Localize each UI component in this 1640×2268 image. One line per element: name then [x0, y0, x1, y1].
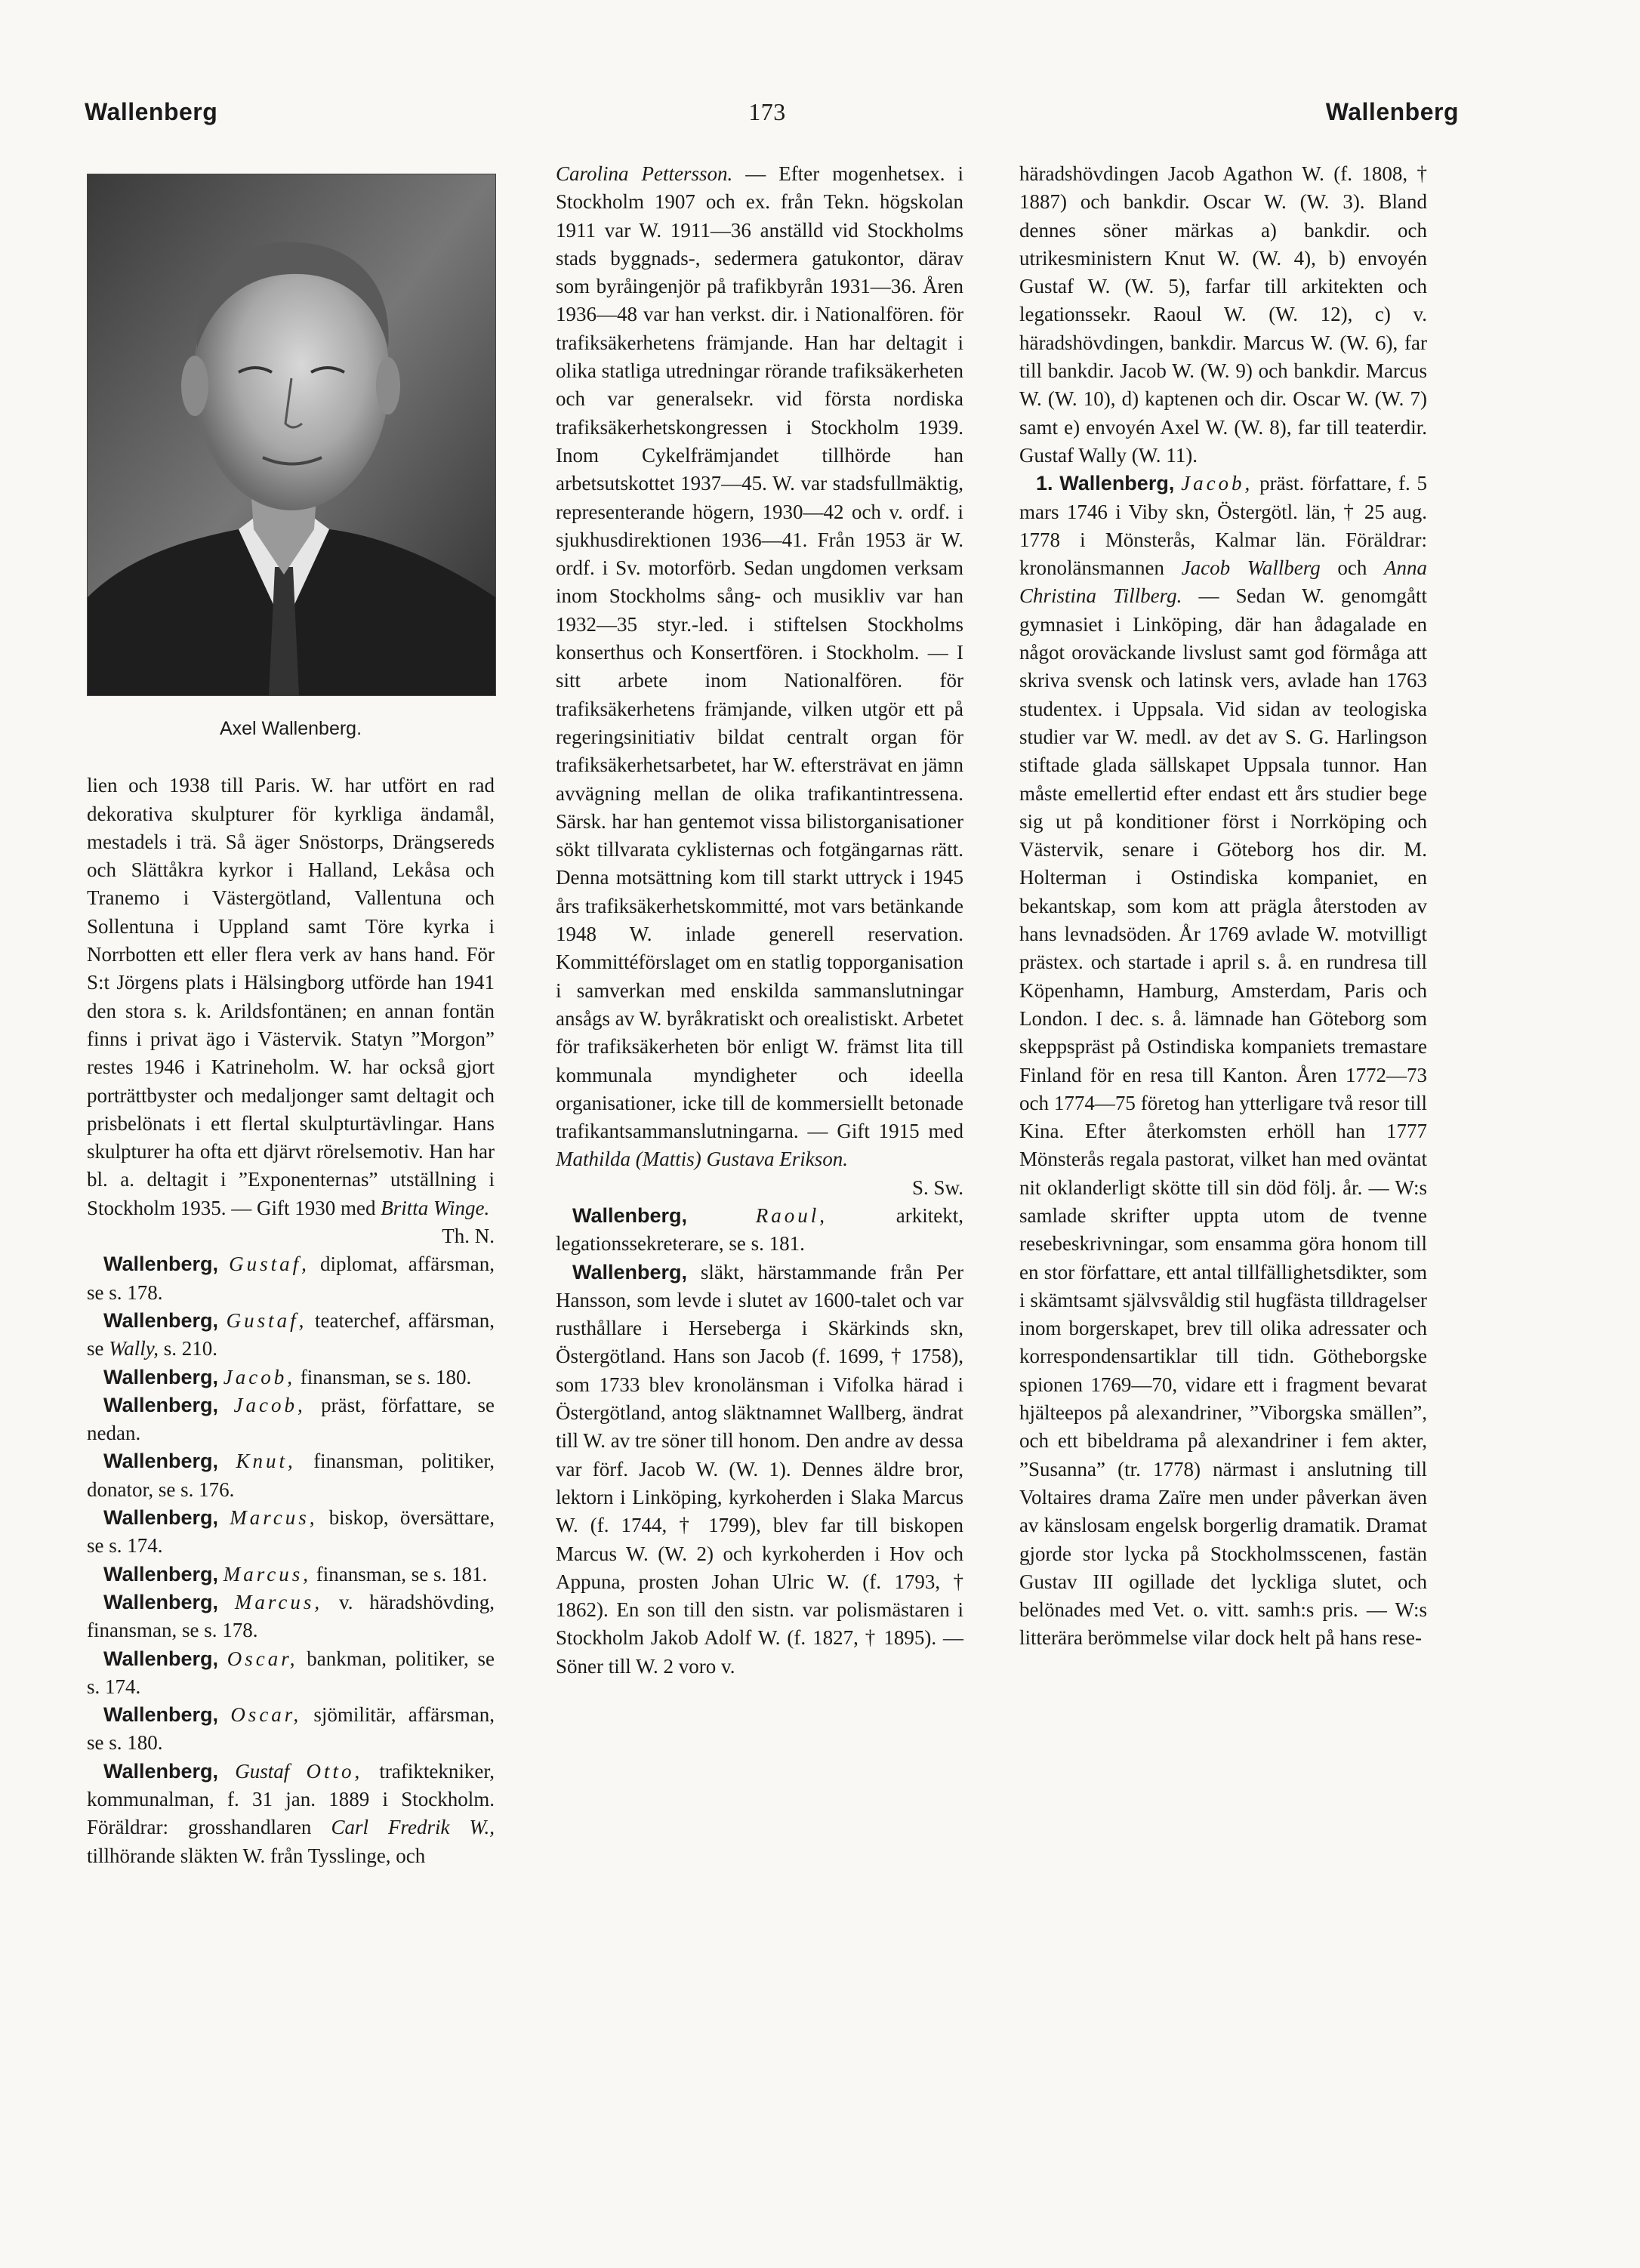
entry-marcus-biskop: Wallenberg, Marcus, biskop, översättare, se s. 174.	[87, 1506, 495, 1558]
running-head-left: Wallenberg	[85, 98, 218, 125]
entry-gustaf-otto: Wallenberg, Gustaf Otto, trafiktekniker, kommunalman, f. 31 jan. 1889 i Stockholm. Föräldrar: grosshandlaren Carl Fredrik W., tillhörande släkten W. från Tysslinge, och	[87, 1759, 495, 1867]
entry-jacob-1: 1. Wallenberg, Jacob, präst. författare, f. 5 mars 1746 i Viby skn, Östergötl. län, † 25 aug. 1778 i Mönsterås, Kalmar län. Föräldrar: kronolänsmannen Jacob Wallberg och Anna Christina Tillberg. — Sedan W. genomgått gymnasiet i Linköping, där han ådagalade en något oroväckande livslust samt god förmåga att skriva svensk och latinsk vers, avlade han 1763 studentex. i Uppsala. Vid sidan av teologiska studier var W. medl. av det av S. G. Harlingson stiftade glada sällskapet Uppsala tunnor. Han måste emellertid efter endast ett års studier bege sig ut på konditioner först i Norrköping och Västervik, senare i Göteborg hos dir. M. Holterman i Ostindiska kompaniet, en bekantskap, som kom att prägla återstoden av hans levnadsöden. År 1769 avlade W. motvilligt prästex. och startade i april s. å. en rundresa till Köpenhamn, Hamburg, Amsterdam, Paris och London. I dec. s. å. lämnade han Göteborg som skeppspräst på Ostindiska kompaniets tremastare Finland för en resa till Kanton. Åren 1772—73 och 1774—75 företog han ytterligare två resor till Kina. Efter återkomsten erhöll han 1777 Mönsterås regala pastorat, vilket han med oväntat nit oklanderligt skötte till sin död följ. år. — W:s samlade skrifter uppta utom de tvenne resebeskrivningar, som ensamma göra honom till en stor författare, ett antal tillfällighetsdikter, som i skämtsamt självsvåldig stil hugfästa tilldragelser inom borgerskapet, brev till olika adressater och korrespondensartiklar till tidn. Götheborgske spionen 1769—70, vidare ett i fragment bevarat hjälteepos på alexandriner, ”Viborgska smällen”, och ett bibeldrama på alexandriner i fem akter, ”Susanna” (tr. 1778) närmast i anslutning till Voltaires drama Zaïre men under påverkan även av känslosam engelsk borgerlig dramatik. Dramat gjorde stor lycka på Stockholmsscenen, fastän Gustav III ogillade det lyckliga slutet, och belönades med Vet. o. vitt. samh:s pris. — W:s litterära berömmelse vilar dock helt på hans rese-	[1019, 472, 1428, 1650]
entry-slakt: Wallenberg, släkt, härstammande från Per Hansson, som levde i slutet av 1600-talet och var rusthållare i Herseberga i Skärkinds skn, Östergötland. Hans son Jacob (f. 1699, † 1758), som 1733 blev kronolänsman i Vifolka härad i Östergötland, antog släktnamnet Wallberg, ändrat till W. av tre söner till honom. Den andre av dessa var förf. Jacob W. (W. 1). Dennes äldre bror, lektorn i Linköping, kyrkoherden i Slaka Marcus W. (f. 1744, † 1799), blev far till biskopen Marcus W. (W. 2) och kyrkoherden i Hov och Appuna, prosten Johan Ulric W. (f. 1793, † 1862). En son till den sistn. var polismästaren i Stockholm Jakob Adolf W. (f. 1827, † 1895). — Söner till W. 2 voro v.	[556, 1260, 963, 1678]
entry-marcus-finansman: Wallenberg, Marcus, finansman, se s. 181.	[103, 1562, 488, 1585]
author-signature: Th. N.	[442, 1225, 495, 1248]
page-number: 173	[748, 98, 786, 125]
running-head-right: Wallenberg	[1325, 98, 1459, 125]
column-2	[556, 160, 963, 1681]
column-3	[1019, 160, 1427, 1653]
entry-oscar-bankman: Wallenberg, Oscar, bankman, politiker, se s. 174.	[87, 1647, 495, 1698]
entry-jacob-finansman: Wallenberg, Jacob, finansman, se s. 180.	[103, 1365, 472, 1388]
article-paragraph: lien och 1938 till Paris. W. har utfört en rad dekorativa skulpturer för kyrkliga ändamål, mestadels i trä. Så äger Snöstorps, Drängsereds och Slättåkra kyrkor i Halland, Lekåsa och Tranemo i Västergötland, Vallentuna och Sollentuna i Uppland samt Töre kyrka i Norrbotten ett eller flera verk av hans hand. För S:t Jörgens plats i Hälsingborg utförde han 1941 den stora s. k. Arildsfontänen; en annan fontän finns i privat ägo i Västervik. Statyn ”Morgon” restes 1946 i Katrineholm. W. har också gjort porträttbyster och medaljonger samt deltagit och prisbelönats i ett flertal skulpturtävlingar. Hans skulpturer ha ofta ett djärvt rörelsemotiv. Han har bl. a. deltagit i ”Exponenternas” utställning i Stockholm 1935. — Gift 1930 med Britta Winge.	[87, 774, 495, 1219]
author-signature: S. Sw.	[911, 1176, 963, 1199]
column-1	[87, 174, 495, 1870]
entry-gustaf-diplomat: Wallenberg, Gustaf, diplomat, affärsman, se s. 178.	[87, 1253, 495, 1304]
entry-jacob-prast: Wallenberg, Jacob, präst, författare, se nedan.	[87, 1393, 495, 1445]
entry-raoul: Wallenberg, Raoul, arkitekt, legationssekreterare, se s. 181.	[556, 1203, 963, 1256]
article-paragraph: häradshövdingen Jacob Agathon W. (f. 1808, † 1887) och bankdir. Oscar W. (W. 3). Bland dennes söner märkas a) bankdir. och utrikesministern Knut W. (W. 4), b) envoyén Gustaf W. (W. 5), farfar till arkitekten och legationssekr. Raoul W. (W. 12), c) v. häradshövdingen, bankdir. Marcus W. (W. 6), far till bankdir. Jacob W. (W. 9) och bankdir. Marcus W. (W. 10), d) kaptenen och dir. Oscar W. (W. 7) samt e) envoyén Axel W. (W. 8), far till teaterdir. Gustaf Wally (W. 11).	[1019, 162, 1427, 467]
article-paragraph: Carolina Pettersson. — Efter mogenhetsex. i Stockholm 1907 och ex. från Tekn. högskolan 1911 var W. 1911—36 anställd vid Stockholms stads byggnads-, sedermera gatukontor, därav som byråingenjör på trafikbyrån 1931—36. Åren 1936—48 var han verkst. dir. i Nationalfören. för trafiksäkerhetens främjande. Han har deltagit i olika statliga utredningar rörande trafiksäkerheten och var generalsekr. vid första nordiska trafiksäkerhetskongressen i Stockholm 1939. Inom Cykelfrämjandet tillhörde han arbetsutskottet 1937—45. W. var stadsfullmäktig, representerande högern, 1930—42 och v. ordf. i sjukhusdirektionen 1936—41. Från 1953 är W. ordf. i Sv. motorförb. Sedan ungdomen verksam inom Stockholms sång- och musikliv var han 1932—35 styr.-led. i stiftelsen Stockholms konserthus och Konsertfören. i Stockholm. — I sitt arbete inom Nationalfören. för trafiksäkerhetens främjande, vilken utgör ett på regeringsinitiativ bildat centralt organ för trafiksäkerhetsarbetet, har W. eftersträvat en jämn avvägning mellan de olika trafikantintressena. Särsk. har han gentemot vissa bilistorganisationer sökt tillvarata cyklisternas och fotgängarnas rätt. Denna motsättning kom till starkt uttryck i 1945 års trafiksäkerhetskommitté, mot vars betänkande 1948 W. inlade generell reservation. Kommittéförslaget om en statlig topporganisation i samverkan med enskilda sammanslutningar ansågs av W. byråkratiskt och orealistiskt. Arbetet för trafiksäkerheten bör enligt W. främst lita till kommunala myndigheter och ideella organisationer, icke till de kommersiellt betonade trafikantsammanslutningarna. — Gift 1915 med Mathilda (Mattis) Gustava Erikson.	[556, 162, 963, 1171]
entry-oscar-sjomilitar: Wallenberg, Oscar, sjömilitär, affärsman, se s. 180.	[87, 1703, 495, 1755]
entry-marcus-haradshovding: Wallenberg, Marcus, v. häradshövding, finansman, se s. 178.	[87, 1590, 495, 1642]
portrait-photo	[87, 174, 496, 696]
entry-gustaf-teaterchef: Wallenberg, Gustaf, teaterchef, affärsman, se Wally, s. 210.	[87, 1308, 495, 1360]
entry-knut: Wallenberg, Knut, finansman, politiker, donator, se s. 176.	[87, 1450, 495, 1501]
photo-caption: Axel Wallenberg.	[219, 718, 362, 739]
portrait-image	[88, 174, 495, 695]
